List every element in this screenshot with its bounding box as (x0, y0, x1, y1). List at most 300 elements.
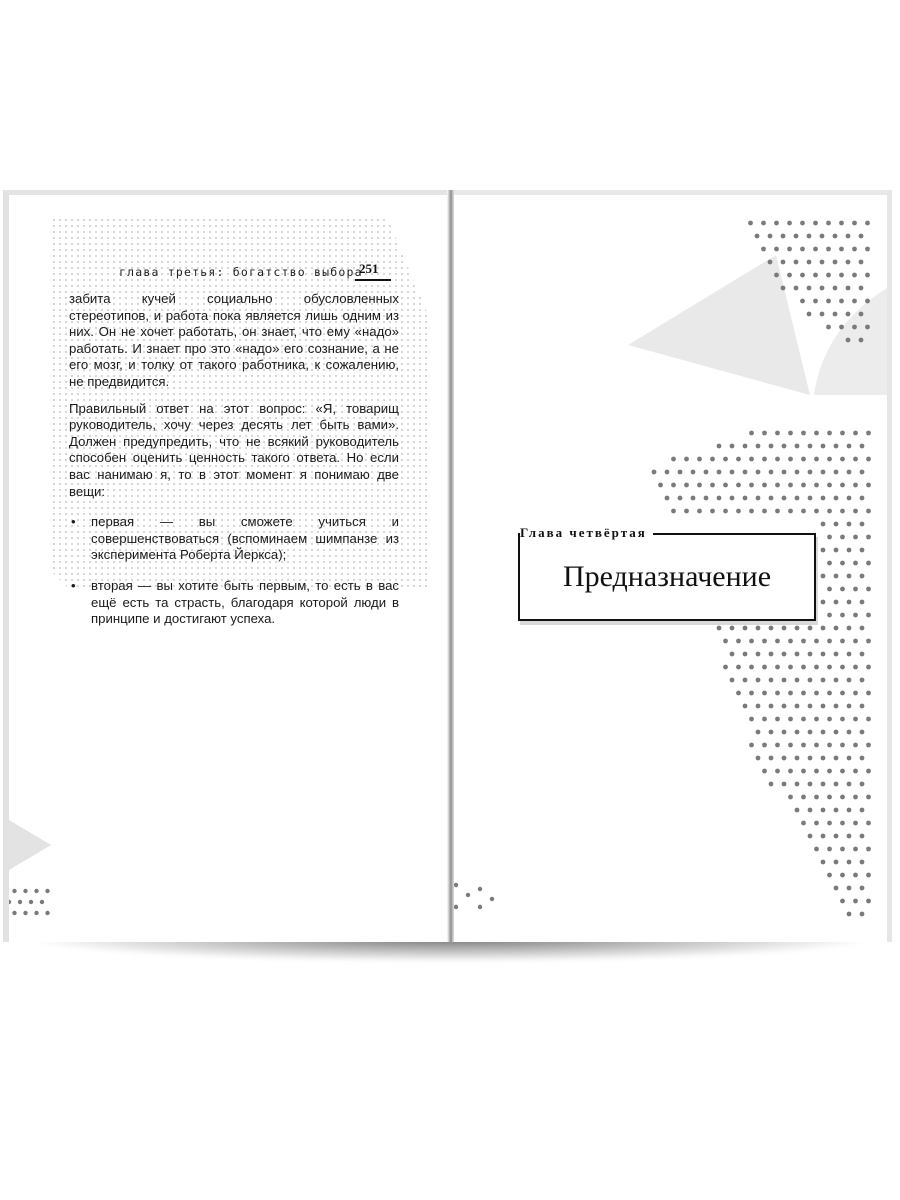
decorative-dot (808, 470, 813, 475)
decorative-dot (860, 860, 865, 865)
decorative-dot (775, 769, 780, 774)
decorative-dot (782, 730, 787, 735)
decorative-dot (736, 665, 741, 670)
decorative-dot (827, 535, 832, 540)
decorative-dot (860, 834, 865, 839)
decorative-dot (723, 457, 728, 462)
decorative-dot (827, 743, 832, 748)
decorative-dot (749, 457, 754, 462)
decorative-dot (782, 652, 787, 657)
chapter-title-box (518, 533, 816, 621)
decorative-dot (749, 691, 754, 696)
decorative-dot (466, 893, 470, 897)
decorative-dot (859, 234, 864, 239)
decorative-dot (782, 470, 787, 475)
decorative-dot (847, 600, 852, 605)
decorative-dot (866, 717, 871, 722)
decorative-dot (846, 234, 851, 239)
decorative-dot (478, 887, 482, 891)
decorative-dot (801, 483, 806, 488)
decorative-dot (847, 834, 852, 839)
decorative-dot (814, 847, 819, 852)
decorative-dot (756, 626, 761, 631)
decorative-dot (801, 717, 806, 722)
decorative-dot (749, 509, 754, 514)
decorative-dot (801, 457, 806, 462)
decorative-dot (839, 273, 844, 278)
decorative-dot (821, 626, 826, 631)
decorative-dot (865, 273, 870, 278)
decorative-dot (853, 613, 858, 618)
decorative-dot (865, 221, 870, 226)
decorative-dot (821, 548, 826, 553)
decorative-dot (749, 717, 754, 722)
decorative-dot (847, 756, 852, 761)
decorative-dot (710, 509, 715, 514)
decorative-dot (853, 483, 858, 488)
decorative-dot (860, 574, 865, 579)
decorative-dot (490, 897, 494, 901)
decorative-dot (795, 470, 800, 475)
decorative-dot (801, 691, 806, 696)
decorative-dot (827, 639, 832, 644)
decorative-dot (23, 911, 27, 915)
decorative-dot (782, 496, 787, 501)
decorative-dot (853, 743, 858, 748)
decorative-dot (807, 312, 812, 317)
decorative-dot (800, 247, 805, 252)
decorative-dot (678, 470, 683, 475)
decorative-dot (704, 470, 709, 475)
decorative-dot (840, 613, 845, 618)
decorative-dot (853, 457, 858, 462)
decorative-dot (769, 444, 774, 449)
decorative-dot (852, 273, 857, 278)
decorative-dot (853, 873, 858, 878)
decorative-dot (795, 626, 800, 631)
decorative-dot (808, 704, 813, 709)
decorative-dot (847, 912, 852, 917)
decorative-dot (808, 496, 813, 501)
decorative-dot (821, 834, 826, 839)
decorative-dot (833, 260, 838, 265)
decorative-dot (821, 704, 826, 709)
list-item-text: первая — вы сможете учиться и совершенствоваться (вспоминаем шимпанзе из эксперимента Роберта Йеркса); (91, 514, 399, 563)
decorative-dot (12, 911, 16, 915)
decorative-dot (834, 496, 839, 501)
decorative-dot (736, 509, 741, 514)
decorative-dot (821, 652, 826, 657)
decorative-dot (807, 286, 812, 291)
decorative-dot (808, 730, 813, 735)
decorative-dot (807, 260, 812, 265)
decorative-dot (794, 234, 799, 239)
decorative-dot (847, 860, 852, 865)
decorative-dot (775, 665, 780, 670)
decorative-dot (730, 652, 735, 657)
decorative-dot (697, 457, 702, 462)
decorative-dot (840, 535, 845, 540)
decorative-dot (40, 900, 44, 904)
decorative-dot (813, 273, 818, 278)
decorative-dot (820, 312, 825, 317)
decorative-dot (839, 299, 844, 304)
decorative-dot (710, 457, 715, 462)
decorative-dot (34, 911, 38, 915)
decorative-dot (814, 431, 819, 436)
decorative-dot (743, 704, 748, 709)
decorative-dot (808, 756, 813, 761)
decorative-dot (827, 431, 832, 436)
decorative-dot (717, 444, 722, 449)
decorative-dot (847, 574, 852, 579)
decorative-dot (834, 678, 839, 683)
decorative-dot (865, 299, 870, 304)
decorative-dot (821, 600, 826, 605)
decorative-dot (769, 730, 774, 735)
decorative-dot (853, 509, 858, 514)
decorative-dot (847, 886, 852, 891)
decorative-dot (860, 808, 865, 813)
decorative-dot (866, 587, 871, 592)
decorative-dot (814, 821, 819, 826)
decorative-dot (787, 273, 792, 278)
decorative-dot (859, 260, 864, 265)
decorative-dot (18, 900, 22, 904)
decorative-dot (697, 509, 702, 514)
decorative-dot (795, 756, 800, 761)
decorative-dot (821, 444, 826, 449)
bullet-icon: • (71, 514, 76, 530)
decorative-dot (866, 431, 871, 436)
decorative-dot (814, 717, 819, 722)
decorative-dot (717, 470, 722, 475)
decorative-dot (840, 431, 845, 436)
decorative-dot (847, 444, 852, 449)
decorative-dot (658, 483, 663, 488)
list-item-text: вторая — вы хотите быть первым, то есть в вас ещё есть та страсть, благодаря которой люди в принципе и достигают успеха. (91, 577, 399, 627)
decorative-dot (801, 795, 806, 800)
decorative-dot (762, 769, 767, 774)
decorative-dot (9, 900, 11, 904)
decorative-dot (813, 247, 818, 252)
decorative-dot (743, 678, 748, 683)
decorative-dot (782, 678, 787, 683)
decorative-dot (762, 665, 767, 670)
decorative-dot (860, 678, 865, 683)
decorative-dot (684, 483, 689, 488)
decorative-dot (801, 821, 806, 826)
decorative-dot (847, 730, 852, 735)
decorative-dot (820, 260, 825, 265)
decorative-dot (454, 905, 458, 909)
decorative-dot (34, 889, 38, 893)
decorative-dot (801, 665, 806, 670)
decorative-dot (853, 847, 858, 852)
decorative-dot (814, 509, 819, 514)
decorative-dot (866, 743, 871, 748)
decorative-dot (834, 626, 839, 631)
decorative-dot (684, 457, 689, 462)
decorative-dot (652, 470, 657, 475)
decorative-dot (821, 860, 826, 865)
decorative-dot (788, 431, 793, 436)
decorative-dot (834, 574, 839, 579)
decorative-dot (665, 496, 670, 501)
decorative-dot (808, 678, 813, 683)
decorative-dot (813, 299, 818, 304)
decorative-dot (840, 483, 845, 488)
decorative-dot (781, 234, 786, 239)
decorative-dot (774, 273, 779, 278)
decorative-dot (794, 286, 799, 291)
decorative-dot (795, 496, 800, 501)
decorative-dot (749, 431, 754, 436)
decorative-dot (29, 900, 33, 904)
right-page (454, 190, 892, 942)
decorative-dot (840, 665, 845, 670)
decorative-dot (45, 889, 49, 893)
decorative-dot (756, 704, 761, 709)
decorative-dot (730, 496, 735, 501)
decorative-dot (859, 312, 864, 317)
decorative-dot (782, 444, 787, 449)
decorative-dot (762, 457, 767, 462)
decorative-dot (846, 286, 851, 291)
decorative-dot (788, 639, 793, 644)
decorative-dot (678, 496, 683, 501)
decorative-dot (847, 626, 852, 631)
decorative-dot (860, 600, 865, 605)
decorative-dot (847, 522, 852, 527)
decorative-dot (761, 221, 766, 226)
decorative-dot (853, 561, 858, 566)
decorative-dot (756, 444, 761, 449)
decorative-dot (756, 678, 761, 683)
decorative-dot (795, 652, 800, 657)
decorative-dot (840, 899, 845, 904)
decorative-dot (821, 574, 826, 579)
decorative-dot (827, 613, 832, 618)
decorative-dot (671, 457, 676, 462)
decorative-dot (743, 444, 748, 449)
decorative-dot (859, 338, 864, 343)
decorative-dot (860, 548, 865, 553)
decorative-dot (833, 234, 838, 239)
page-number: 251 (359, 261, 379, 276)
decorative-dot (834, 652, 839, 657)
decorative-dot (834, 730, 839, 735)
decorative-dot (853, 821, 858, 826)
decorative-dot (769, 496, 774, 501)
decorative-dot (787, 221, 792, 226)
decorative-dot (813, 221, 818, 226)
decorative-dot (826, 273, 831, 278)
decorative-dot (853, 717, 858, 722)
decorative-dot (12, 889, 16, 893)
decorative-dot (730, 470, 735, 475)
decorative-dot (853, 665, 858, 670)
decorative-dot (684, 509, 689, 514)
decorative-dot (762, 639, 767, 644)
decorative-dot (762, 691, 767, 696)
decorative-dot (788, 509, 793, 514)
decorative-dot (852, 299, 857, 304)
decorative-dot (768, 260, 773, 265)
decorative-dot (866, 795, 871, 800)
decorative-dot (23, 889, 27, 893)
decorative-dot (865, 247, 870, 252)
decorative-dot (827, 665, 832, 670)
decorative-dot (839, 221, 844, 226)
decorative-dot (697, 483, 702, 488)
decorative-dot (834, 470, 839, 475)
decorative-dot (853, 587, 858, 592)
decorative-dot (788, 691, 793, 696)
decorative-dot (743, 470, 748, 475)
bullet-icon: • (71, 577, 76, 593)
decorative-dot (788, 717, 793, 722)
decorative-dot (840, 821, 845, 826)
decorative-dot (834, 444, 839, 449)
decorative-dot (853, 639, 858, 644)
book-spread (0, 190, 900, 950)
decorative-dot (743, 496, 748, 501)
decorative-dot (839, 247, 844, 252)
decorative-dot (788, 795, 793, 800)
decorative-dot (775, 483, 780, 488)
decorative-dot (756, 470, 761, 475)
decorative-dot (749, 743, 754, 748)
decorative-dot (691, 470, 696, 475)
decorative-dot (866, 691, 871, 696)
decorative-dot (866, 639, 871, 644)
decorative-dot (730, 678, 735, 683)
decorative-dot (853, 691, 858, 696)
decorative-dot (839, 325, 844, 330)
decorative-dot (749, 483, 754, 488)
decorative-dot (671, 509, 676, 514)
decorative-dot (782, 782, 787, 787)
decorative-dot (454, 883, 458, 887)
decorative-dot (478, 905, 482, 909)
decorative-dot (762, 717, 767, 722)
decorative-dot (801, 639, 806, 644)
decorative-dot (769, 626, 774, 631)
decorative-dot (710, 483, 715, 488)
gray-triangle (628, 255, 810, 395)
decorative-dot (866, 457, 871, 462)
decorative-dot (723, 639, 728, 644)
decorative-dot (840, 717, 845, 722)
decorative-dot (808, 626, 813, 631)
decorative-dot (730, 626, 735, 631)
decorative-dot (691, 496, 696, 501)
decorative-dot (782, 704, 787, 709)
decorative-dot (730, 444, 735, 449)
decorative-dot (762, 431, 767, 436)
decorative-dot (743, 626, 748, 631)
decorative-dot (852, 325, 857, 330)
decorative-dot (846, 260, 851, 265)
decorative-dot (859, 286, 864, 291)
decorative-dot (788, 769, 793, 774)
decorative-dot (866, 665, 871, 670)
decorative-dot (781, 286, 786, 291)
decorative-dot (834, 886, 839, 891)
decorative-dot (827, 717, 832, 722)
decorative-dot (723, 483, 728, 488)
decorative-dot (827, 847, 832, 852)
decorative-dot (847, 548, 852, 553)
decorative-dot (814, 639, 819, 644)
decorative-dot (866, 847, 871, 852)
decorative-dot (800, 273, 805, 278)
decorative-dot (860, 886, 865, 891)
decorative-dot (826, 299, 831, 304)
decorative-dot (827, 769, 832, 774)
decorative-dot (834, 834, 839, 839)
decorative-dot (801, 769, 806, 774)
decorative-dot (860, 912, 865, 917)
decorative-dot (748, 221, 753, 226)
decorative-dot (847, 652, 852, 657)
decorative-dot (774, 247, 779, 252)
decorative-dot (866, 613, 871, 618)
decorative-dot (821, 678, 826, 683)
decorative-dot (775, 717, 780, 722)
decorative-dot (853, 769, 858, 774)
decorative-dot (782, 626, 787, 631)
decorative-dot (834, 548, 839, 553)
decorative-dot (762, 483, 767, 488)
decorative-dot (853, 535, 858, 540)
decorative-dot (769, 470, 774, 475)
decorative-dot (827, 795, 832, 800)
decorative-dot (814, 457, 819, 462)
decorative-dot (821, 470, 826, 475)
decorative-dot (860, 756, 865, 761)
decorative-dot (834, 808, 839, 813)
decorative-dot (788, 743, 793, 748)
decorative-dot (821, 496, 826, 501)
decorative-dot (840, 509, 845, 514)
decorative-dot (782, 756, 787, 761)
decorative-dot (769, 756, 774, 761)
decorative-dot (826, 247, 831, 252)
decorative-dot (781, 260, 786, 265)
decorative-dot (736, 639, 741, 644)
decorative-dot (853, 795, 858, 800)
decorative-dot (860, 704, 865, 709)
decorative-dot (794, 260, 799, 265)
decorative-dot (834, 522, 839, 527)
decorative-dot (840, 561, 845, 566)
decorative-dot (820, 234, 825, 239)
decorative-dot (775, 431, 780, 436)
decorative-dot (846, 338, 851, 343)
decorative-dot (827, 509, 832, 514)
decorative-dot (795, 678, 800, 683)
decorative-dot (826, 221, 831, 226)
decorative-dot (749, 665, 754, 670)
decorative-dot (840, 769, 845, 774)
decorative-dot (814, 665, 819, 670)
decorative-dot (853, 899, 858, 904)
decorative-dot (827, 873, 832, 878)
decorative-dot (775, 457, 780, 462)
decorative-dot (769, 678, 774, 683)
